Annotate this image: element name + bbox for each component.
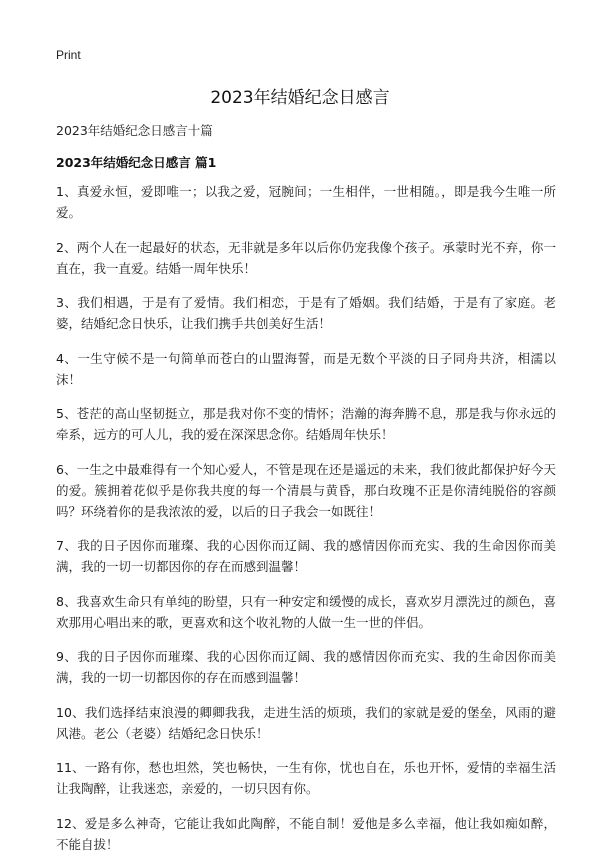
page-title: 2023年结婚纪念日感言 — [210, 88, 390, 108]
list-item: 10、我们选择结束浪漫的卿卿我我，走进生活的烦琐，我们的家就是爱的堡垒，风雨的避风港。老公（老婆）结婚纪念日快乐！ — [56, 704, 556, 741]
document-subtitle: 2023年结婚纪念日感言十篇 — [56, 123, 213, 138]
list-item: 12、爱是多么神奇，它能让我如此陶醉，不能自制！爱他是多么幸福，他让我如痴如醉，不能自拔！ — [56, 815, 556, 852]
section-heading: 2023年结婚纪念日感言 篇1 — [56, 155, 217, 170]
list-item: 7、我的日子因你而璀璨、我的心因你而辽阔、我的感情因你而充实、我的生命因你而美满，我的一切一切都因你的存在而感到温馨！ — [56, 538, 556, 574]
list-item: 6、一生之中最难得有一个知心爱人，不管是现在还是遥远的未来，我们彼此都保护好今天的爱。簇拥着花似乎是你我共度的每一个清晨与黄昏，那白玫瑰不正是你清纯脱俗的容颜吗？环绕着你的是我浓浓的爱，以后的日子我会一如既往！ — [56, 461, 556, 519]
list-item: 2、两个人在一起最好的状态，无非就是多年以后你仍宠我像个孩子。承蒙时光不弃，你一直在，我一直爱。结婚一周年快乐！ — [56, 239, 556, 276]
list-item: 11、一路有你，愁也坦然，笑也畅快，一生有你，忧也自在，乐也开怀，爱情的幸福生活让我陶醉，让我迷恋，亲爱的，一切只因有你。 — [56, 760, 556, 796]
list-item: 5、苍茫的高山坚韧挺立，那是我对你不变的情怀；浩瀚的海奔腾不息，那是我与你永远的牵系，远方的可人儿，我的爱在深深思念你。结婚周年快乐！ — [56, 406, 556, 442]
list-item: 1、真爱永恒，爱即唯一；以我之爱，冠腕间；一生相伴，一世相随。，即是我今生唯一所爱。 — [56, 184, 556, 220]
list-item: 3、我们相遇，于是有了爱情。我们相恋，于是有了婚姻。我们结婚，于是有了家庭。老婆，结婚纪念日快乐，让我们携手共创美好生活！ — [56, 295, 556, 331]
print-link[interactable]: Print — [56, 48, 81, 62]
list-item: 9、我的日子因你而璀璨、我的心因你而辽阔、我的感情因你而充实、我的生命因你而美满，我的一切一切都因你的存在而感到温馨！ — [56, 649, 556, 685]
list-item: 8、我喜欢生命只有单纯的盼望，只有一种安定和缓慢的成长，喜欢岁月漂洗过的颜色，喜欢那用心唱出来的歌，更喜欢和这个收礼物的人做一生一世的伴侣。 — [56, 593, 556, 630]
list-item: 4、一生守候不是一句简单而苍白的山盟海誓，而是无数个平淡的日子同舟共济，相濡以沫！ — [56, 350, 556, 387]
quote-list — [56, 181, 556, 868]
